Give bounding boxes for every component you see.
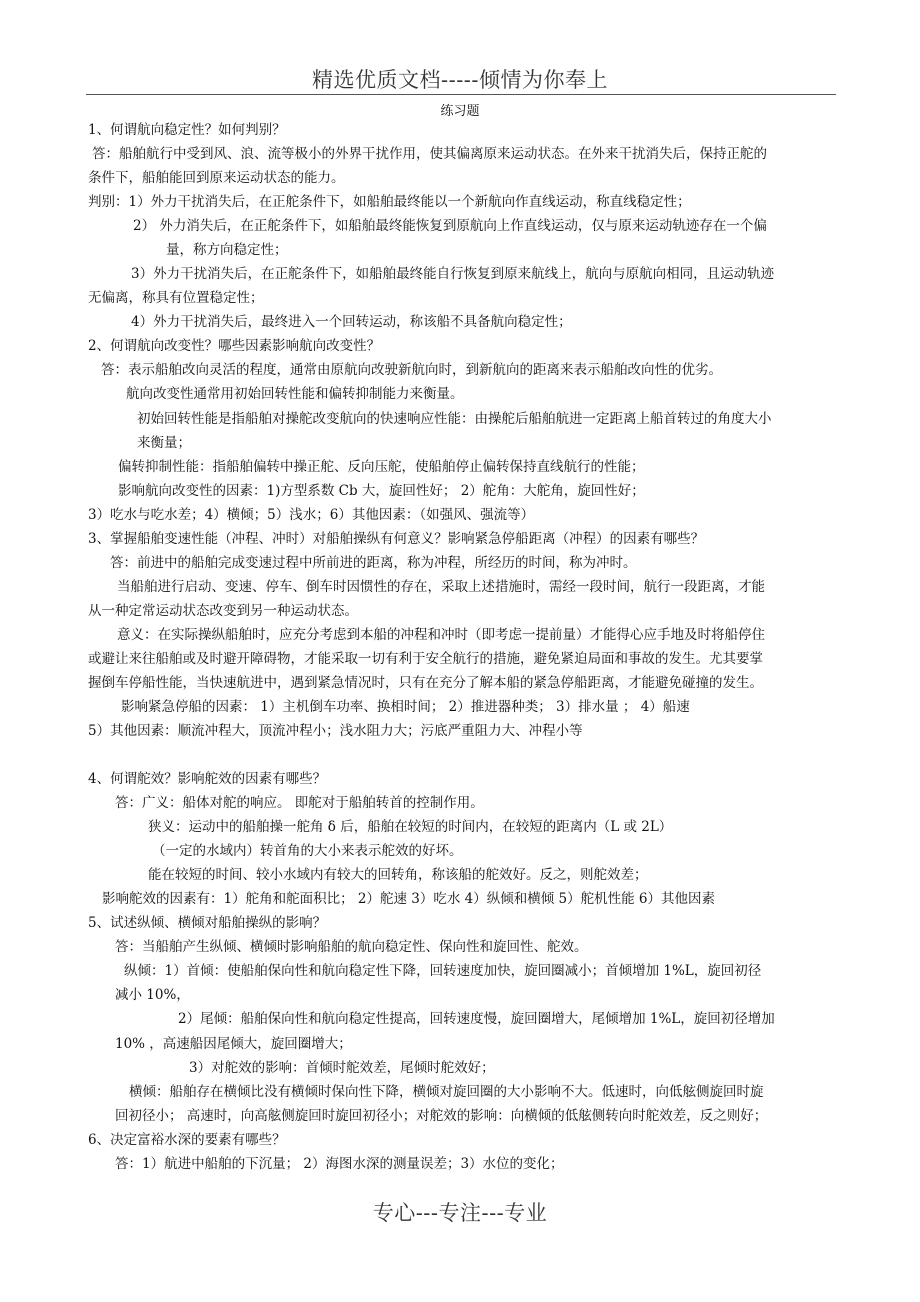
- page-title: 练习题: [440, 104, 480, 119]
- text-line: 判别：1）外力干扰消失后，在正舵条件下，如船舶最终能以一个新航向作直线运动，称直线稳定性；: [88, 194, 691, 210]
- text-line: 横倾：船舶存在横倾比没有横倾时保向性下降，横倾对旋回圈的大小影响不大。低速时，向低舷侧旋回时旋: [129, 1084, 764, 1100]
- text-line: 答：前进中的船舶完成变速过程中所前进的距离，称为冲程，所经历的时间，称为冲时。: [110, 555, 637, 571]
- text-line: 3）外力干扰消失后，在正舵条件下，如船舶最终能自行恢复到原来航线上，航向与原航向相同，且运动轨迹: [131, 266, 775, 282]
- page-header: 精选优质文档-----倾情为你奉上: [312, 68, 608, 92]
- text-line: 回初径小； 高速时，向高舷侧旋回时旋回初径小；对舵效的影响：向横倾的低舷侧转向时舵效差，反之则好；: [115, 1108, 768, 1124]
- text-line: 初始回转性能是指船舶对操舵改变航向的快速响应性能：由操舵后船舶航进一定距离上船首转过的角度大小: [137, 411, 772, 427]
- question-heading: 1、何谓航向稳定性？如何判别？: [88, 122, 286, 138]
- text-line: 5）其他因素：顺流冲程大，顶流冲程小；浅水阻力大；污底严重阻力大、冲程小等: [88, 723, 583, 739]
- text-line: 影响航向改变性的因素：1)方型系数 Cb 大，旋回性好； 2）舵角：大舵角，旋回性好；: [118, 483, 645, 499]
- question-heading: 6、决定富裕水深的要素有哪些？: [88, 1132, 286, 1148]
- text-line: 量，称方向稳定性；: [166, 242, 288, 258]
- text-line: 答：广义：船体对舵的响应。 即舵对于船舶转首的控制作用。: [115, 795, 484, 811]
- text-line: 当船舶进行启动、变速、停车、倒车时因惯性的存在，采取上述措施时，需经一段时间，航行一段距离，才能: [117, 579, 765, 595]
- text-line: 答：船舶航行中受到风、浪、流等极小的外界干扰作用，使其偏离原来运动状态。在外来干扰消失后，保持正舵的: [92, 146, 767, 162]
- text-line: 3）吃水与吃水差；4）横倾；5）浅水；6）其他因素：（如强风、强流等）: [88, 507, 535, 523]
- question-heading: 2、何谓航向改变性？哪些因素影响航向改变性？: [88, 338, 381, 354]
- text-line: 纵倾：1）首倾：使船舶保向性和航向稳定性下降，回转速度加快，旋回圈减小；首倾增加 1%L，旋回初径: [124, 963, 762, 979]
- text-line: 航向改变性通常用初始回转性能和偏转抑制能力来衡量。: [126, 386, 464, 402]
- text-line: 10% ，高速船因尾倾大，旋回圈增大；: [115, 1036, 352, 1052]
- header-divider: [86, 94, 836, 95]
- question-heading: 3、掌握船舶变速性能（冲程、冲时）对船舶操纵有何意义？影响紧急停船距离（冲程）的因素有哪些？: [88, 531, 705, 547]
- text-line: 握倒车停船性能，当快速航进中，遇到紧急情况时，只有在充分了解本船的紧急停船距离，才能避免碰撞的发生。: [88, 675, 763, 691]
- text-line: 影响舵效的因素有：1）舵角和舵面积比； 2）舵速 3）吃水 4）纵倾和横倾 5）舵机性能 6）其他因素: [102, 891, 715, 907]
- text-line: 无偏离，称具有位置稳定性；: [88, 290, 264, 306]
- text-line: 条件下，船舶能回到原来运动状态的能力。: [88, 170, 345, 186]
- text-line: 能在较短的时间、较小水域内有较大的回转角，称该船的舵效好。反之，则舵效差；: [148, 867, 648, 883]
- text-line: 从一种定常运动状态改变到另一种运动状态。: [88, 603, 358, 619]
- text-line: 狭义：运动中的船舶操一舵角 δ 后，船舶在较短的时间内，在较短的距离内（L 或 2L）: [148, 819, 673, 835]
- text-line: （一定的水域内）转首角的大小来表示舵效的好坏。: [152, 843, 463, 859]
- text-line: 偏转抑制性能：指船舶偏转中操正舵、反向压舵，使船舶停止偏转保持直线航行的性能；: [118, 459, 645, 475]
- text-line: 或避让来往船舶或及时避开障碍物，才能采取一切有利于安全航行的措施，避免紧迫局面和事故的发生。尤其要掌: [88, 651, 763, 667]
- text-line: 来衡量；: [137, 435, 191, 451]
- text-line: 3）对舵效的影响：首倾时舵效差，尾倾时舵效好；: [189, 1060, 495, 1076]
- text-line: 答：1）航进中船舶的下沉量； 2）海图水深的测量误差；3）水位的变化；: [115, 1156, 564, 1172]
- text-line: 减小 10%，: [115, 987, 190, 1003]
- text-line: 意义：在实际操纵船舶时，应充分考虑到本船的冲程和冲时（即考虑一提前量）才能得心应手地及时将船停住: [117, 627, 765, 643]
- question-heading: 5、试述纵倾、横倾对船舶操纵的影响？: [88, 915, 327, 931]
- text-line: 答：表示船舶改向灵活的程度，通常由原航向改驶新航向时，到新航向的距离来表示船舶改向性的优劣。: [101, 362, 722, 378]
- question-heading: 4、何谓舵效？影响舵效的因素有哪些？: [88, 771, 327, 787]
- page-footer: 专心---专注---专业: [372, 1201, 548, 1225]
- text-line: 4）外力干扰消失后，最终进入一个回转运动，称该船不具备航向稳定性；: [131, 314, 572, 330]
- text-line: 2） 外力消失后，在正舵条件下，如船舶最终能恢复到原航向上作直线运动，仅与原来运动轨迹存在一个偏: [133, 218, 767, 234]
- text-line: 影响紧急停船的因素： 1）主机倒车功率、换相时间； 2）推进器种类； 3）排水量 ； 4）船速: [121, 699, 690, 715]
- text-line: 答：当船舶产生纵倾、横倾时影响船舶的航向稳定性、保向性和旋回性、舵效。: [115, 939, 588, 955]
- text-line: 2）尾倾：船舶保向性和航向稳定性提高，回转速度慢，旋回圈增大，尾倾增加 1%L，旋回初径增加: [178, 1011, 775, 1027]
